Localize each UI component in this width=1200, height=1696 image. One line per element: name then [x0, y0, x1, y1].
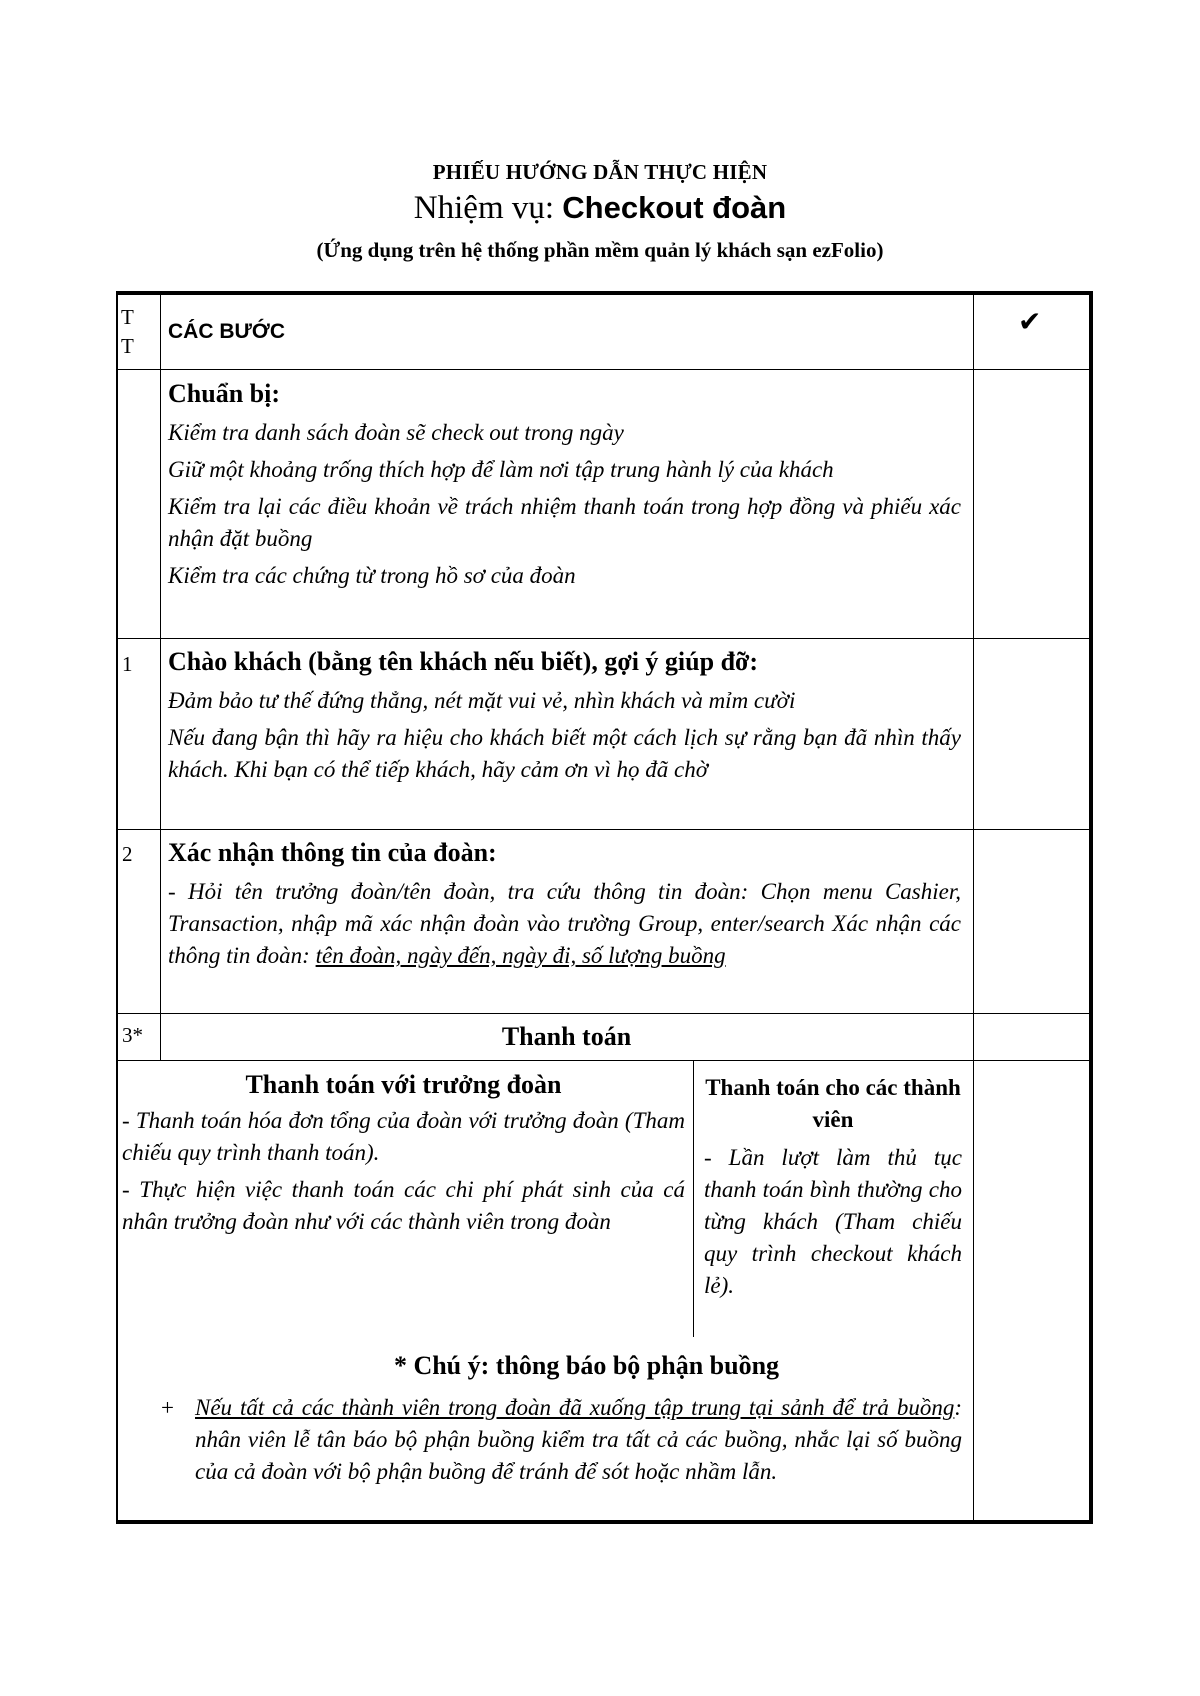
row-divider — [116, 369, 1093, 370]
payment-members-title: Thanh toán cho các thành viên — [705, 1075, 961, 1132]
prep-item: Kiểm tra lại các điều khoản về trách nhiệm thanh toán trong hợp đồng và phiếu xác nhận đặt buồng — [168, 494, 961, 551]
row-divider — [116, 1060, 1093, 1061]
step1-title: Chào khách (bằng tên khách nếu biết), gợi ý giúp đỡ: — [168, 647, 759, 676]
step1-item: Đảm bảo tư thế đứng thẳng, nét mặt vui vẻ, nhìn khách và mỉm cười — [168, 688, 796, 713]
payment-members-text: - Lần lượt làm thủ tục thanh toán bình thường cho từng khách (Tham chiếu quy trình checkout khách lẻ). — [704, 1145, 962, 1298]
row-divider — [116, 829, 1093, 830]
payment-members-section — [704, 1072, 962, 1302]
document-subtitle: (Ứng dụng trên hệ thống phần mềm quản lý khách sạn ezFolio) — [316, 238, 884, 262]
prep-item: Kiểm tra các chứng từ trong hồ sơ của đoàn — [168, 563, 576, 588]
col-header-steps: CÁC BƯỚC — [168, 320, 285, 343]
note-bullet: + — [161, 1395, 174, 1420]
col-header-tt-line1: T — [121, 305, 134, 329]
step2-text-underlined: tên đoàn, ngày đến, ngày đi, số lượng buồng — [315, 943, 726, 968]
prep-item: Giữ một khoảng trống thích hợp để làm nơi tập trung hành lý của khách — [168, 457, 834, 482]
check-mark-icon: ✔ — [1018, 307, 1042, 338]
note-text-underlined: Nếu tất cả các thành viên trong đoàn đã xuống tập trung tại sảnh để trả buồng — [195, 1395, 955, 1420]
payment-leader-item: - Thanh toán hóa đơn tổng của đoàn với trưởng đoàn (Tham chiếu quy trình thanh toán). — [122, 1108, 685, 1165]
col-divider-check — [973, 291, 974, 1524]
note-text — [195, 1392, 962, 1488]
step2-title: Xác nhận thông tin của đoàn: — [168, 838, 497, 867]
document-title: PHIẾU HƯỚNG DẪN THỰC HIỆN — [432, 160, 768, 184]
payment-leader-section — [122, 1069, 685, 1243]
step1-item: Nếu đang bận thì hãy ra hiệu cho khách biết một cách lịch sự rằng bạn đã nhìn thấy khách. Khi bạn có thể tiếp khách, hãy cảm ơn vì họ đã chờ — [168, 725, 961, 782]
row-divider — [116, 1013, 1093, 1014]
col-divider-tt — [160, 291, 161, 1061]
step2-section — [168, 837, 961, 972]
step3-title: Thanh toán — [501, 1022, 632, 1051]
payment-leader-item: - Thực hiện việc thanh toán các chi phí phát sinh của cá nhân trưởng đoàn như với các thành viên trong đoàn — [122, 1177, 685, 1234]
step2-text-main: - Hỏi tên trưởng đoàn/tên đoàn, tra cứu thông tin đoàn: Chọn menu Cashier, Transaction, nhập mã xác nhận đoàn vào trường Group, enter/search Xác nhận các thông tin đoàn: — [168, 879, 961, 968]
task-title-prefix: Nhiệm vụ: — [413, 190, 563, 226]
step2-text — [168, 876, 961, 972]
row-divider — [116, 638, 1093, 639]
prep-item: Kiểm tra danh sách đoàn sẽ check out trong ngày — [168, 420, 624, 445]
step-number: 2 — [122, 842, 133, 866]
step-number: 1 — [122, 652, 133, 676]
note-text-main: : nhân viên lễ tân báo bộ phận buồng kiểm tra tất cả các buồng, nhắc lại số buồng của cả đoàn với bộ phận buồng để tránh để sót hoặc nhầm lẫn. — [195, 1395, 962, 1484]
payment-leader-title: Thanh toán với trưởng đoàn — [245, 1070, 562, 1099]
step-number: 3* — [122, 1023, 143, 1047]
step1-section — [168, 646, 961, 791]
prep-title: Chuẩn bị: — [168, 379, 280, 408]
col-divider-payment — [693, 1060, 694, 1337]
task-title-name: Checkout đoàn — [562, 190, 787, 225]
col-header-tt — [121, 303, 157, 361]
task-title — [0, 190, 1200, 227]
note-title: * Chú ý: thông báo bộ phận buồng — [393, 1351, 780, 1380]
prep-section — [168, 378, 961, 597]
col-header-tt-line2: T — [121, 334, 134, 358]
